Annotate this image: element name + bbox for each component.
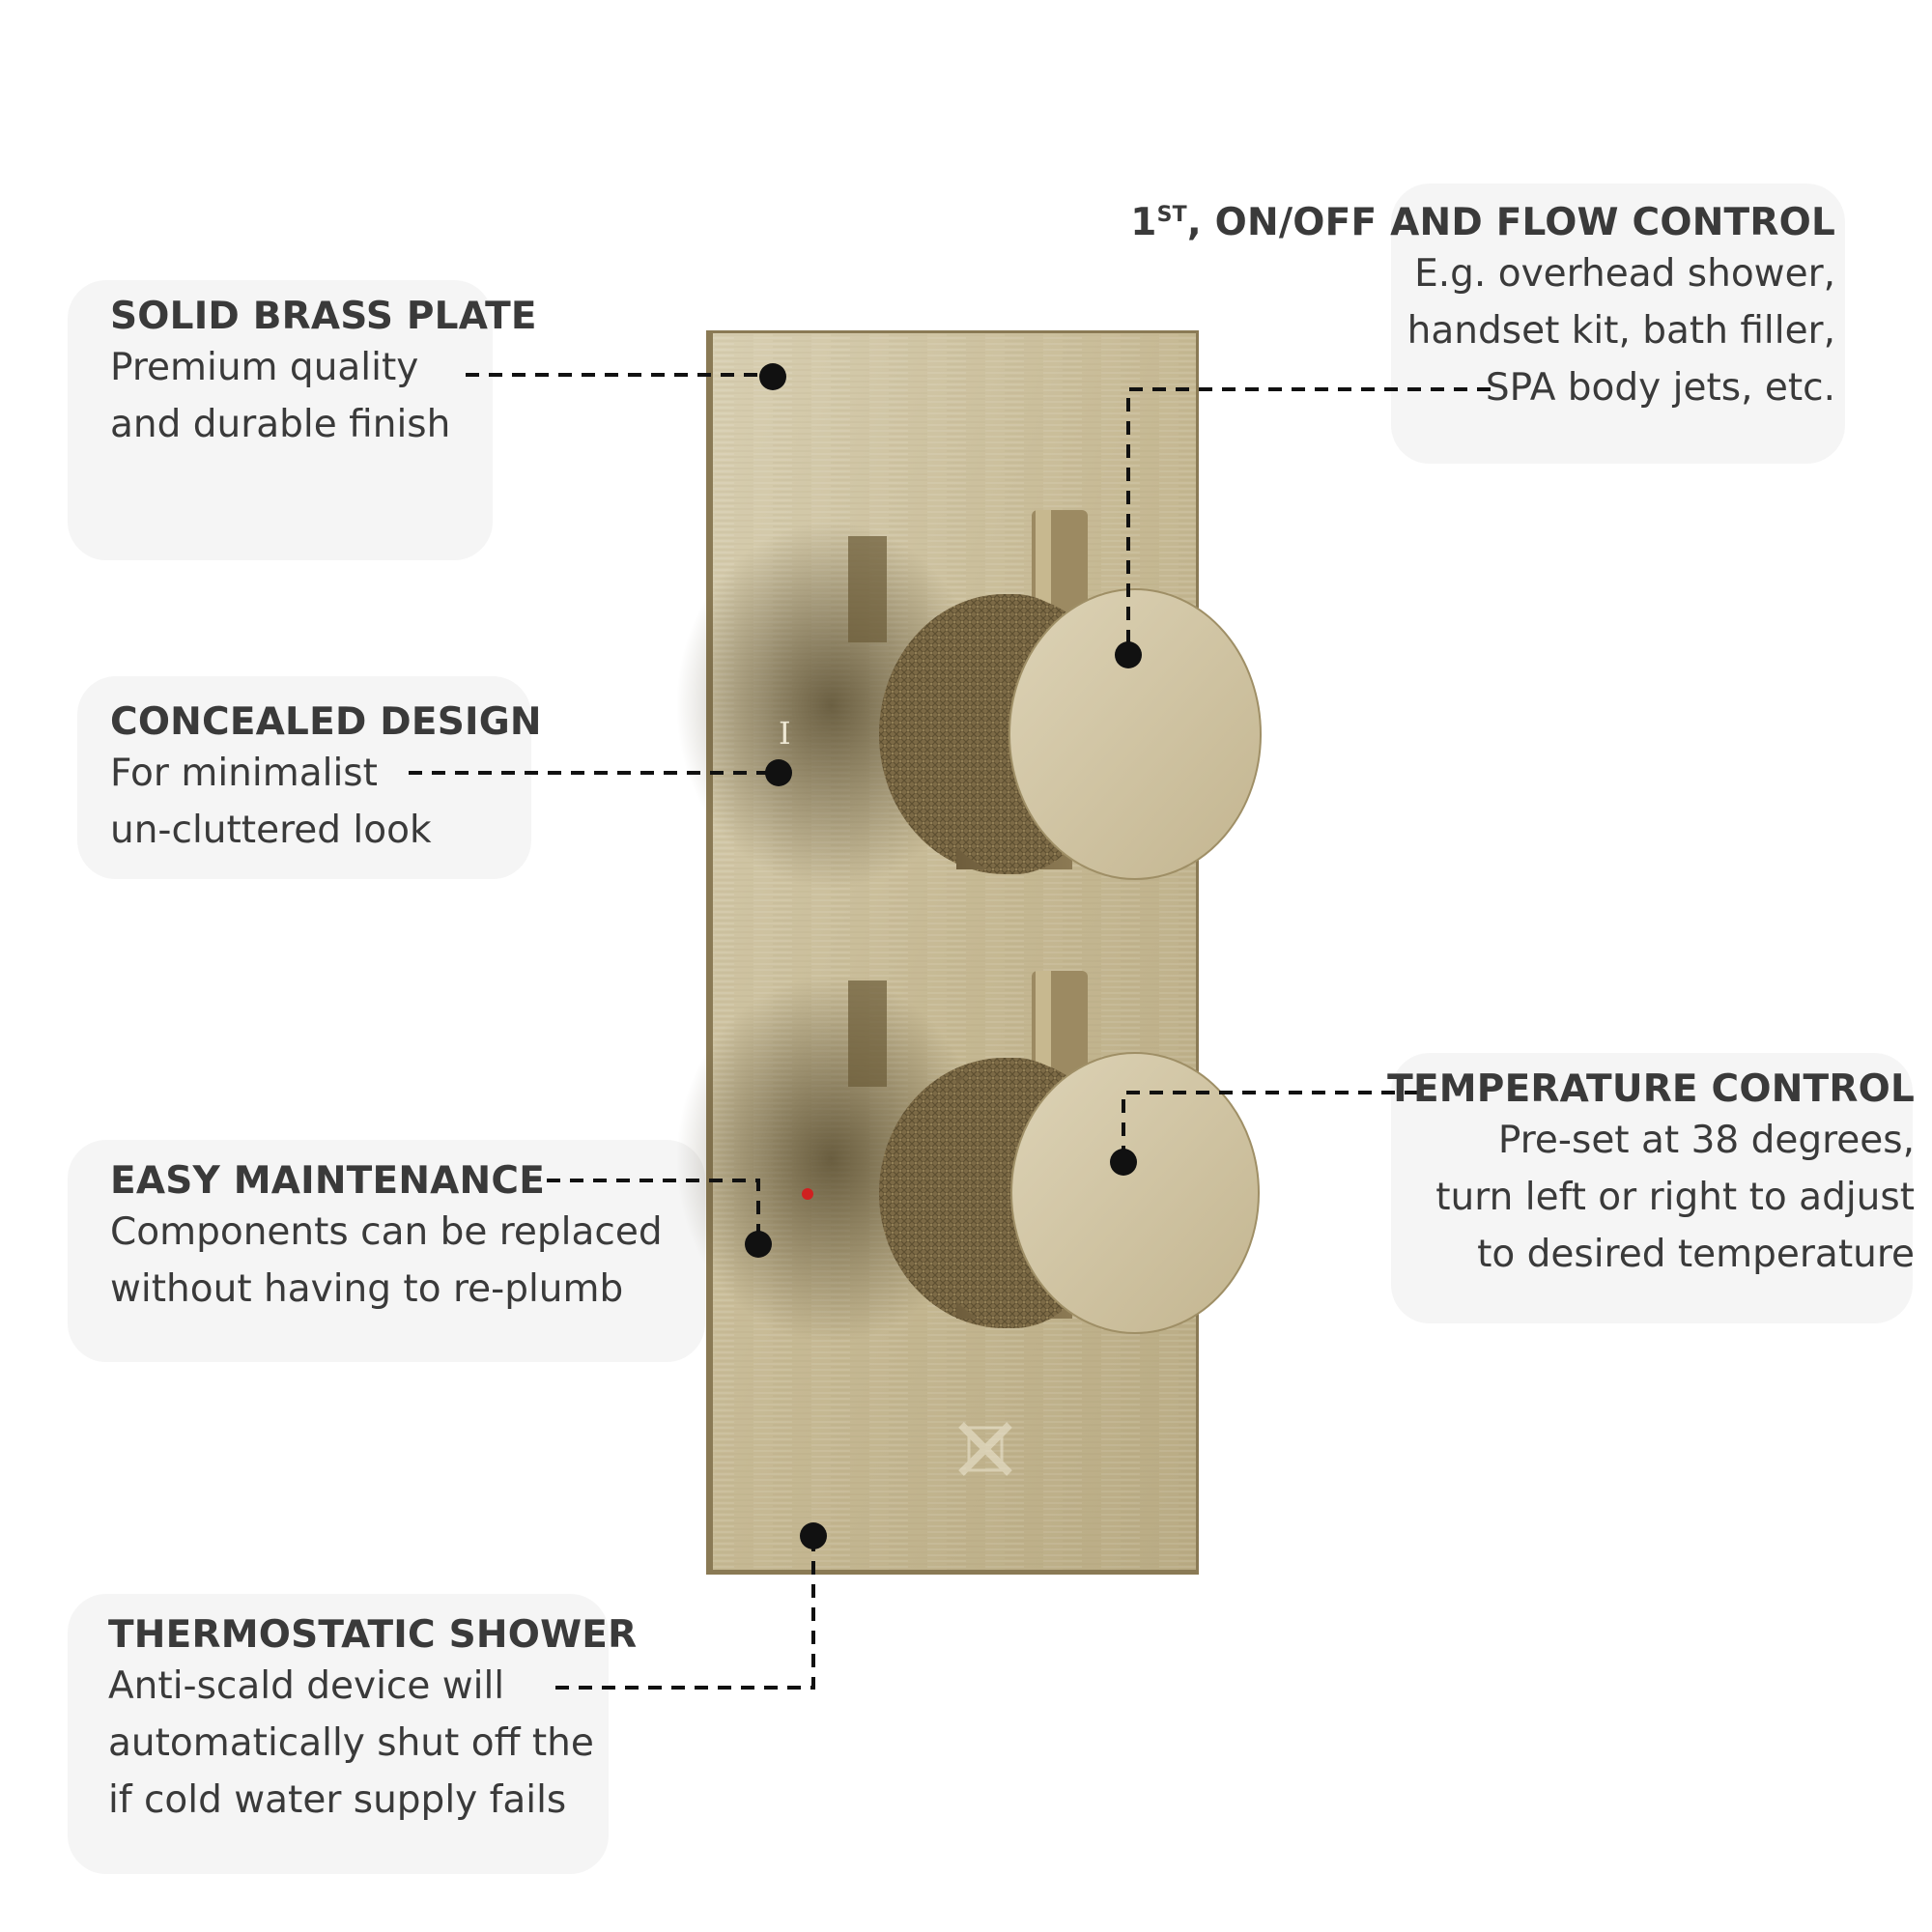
callout-dot-concealed	[765, 759, 792, 786]
callout-temperature-control	[1387, 1067, 1915, 1283]
callout-title: 1ST, ON/OFF AND FLOW CONTROL	[1130, 201, 1835, 244]
callout-text: turn left or right to adjust	[1435, 1176, 1915, 1219]
callout-text: SPA body jets, etc.	[1485, 366, 1835, 410]
callout-title: EASY MAINTENANCE	[110, 1159, 546, 1203]
callout-text: un-cluttered look	[110, 809, 432, 852]
callout-thermostatic-shower	[108, 1613, 637, 1829]
callout-easy-maintenance	[110, 1159, 663, 1318]
callout-text: to desired temperature	[1477, 1233, 1915, 1276]
callout-text: Anti-scald device will	[108, 1664, 505, 1708]
callout-text: handset kit, bath filler,	[1406, 309, 1835, 353]
callout-text: Premium quality	[110, 346, 419, 389]
hot-indicator-dot	[802, 1188, 813, 1200]
callout-text: For minimalist	[110, 752, 378, 795]
callout-dot-temperature	[1110, 1149, 1137, 1176]
on-indicator-mark: I	[779, 715, 791, 752]
callout-dot-thermostatic	[800, 1522, 827, 1549]
callout-dot-maintenance	[745, 1231, 772, 1258]
callout-title: CONCEALED DESIGN	[110, 700, 542, 744]
callout-text: without having to re-plumb	[110, 1267, 624, 1311]
callout-text: Components can be replaced	[110, 1210, 663, 1254]
callout-title: THERMOSTATIC SHOWER	[108, 1613, 638, 1657]
callout-title: TEMPERATURE CONTROL	[1387, 1067, 1915, 1111]
callout-concealed-design	[110, 700, 542, 859]
callout-flow-control	[1130, 193, 1835, 416]
callout-text: and durable finish	[110, 403, 451, 446]
callout-solid-brass	[110, 295, 537, 453]
callout-dot-flow	[1115, 641, 1142, 668]
callout-text: automatically shut off the	[108, 1721, 594, 1765]
brass-plate	[706, 330, 1199, 1575]
lever-shadow	[848, 536, 887, 642]
callout-text: if cold water supply fails	[108, 1778, 567, 1822]
callout-text: E.g. overhead shower,	[1414, 252, 1835, 296]
callout-title: SOLID BRASS PLATE	[110, 295, 537, 338]
callout-text: Pre-set at 38 degrees,	[1497, 1119, 1915, 1162]
lever-shadow	[848, 980, 887, 1087]
callout-dot-solid-brass	[759, 363, 786, 390]
